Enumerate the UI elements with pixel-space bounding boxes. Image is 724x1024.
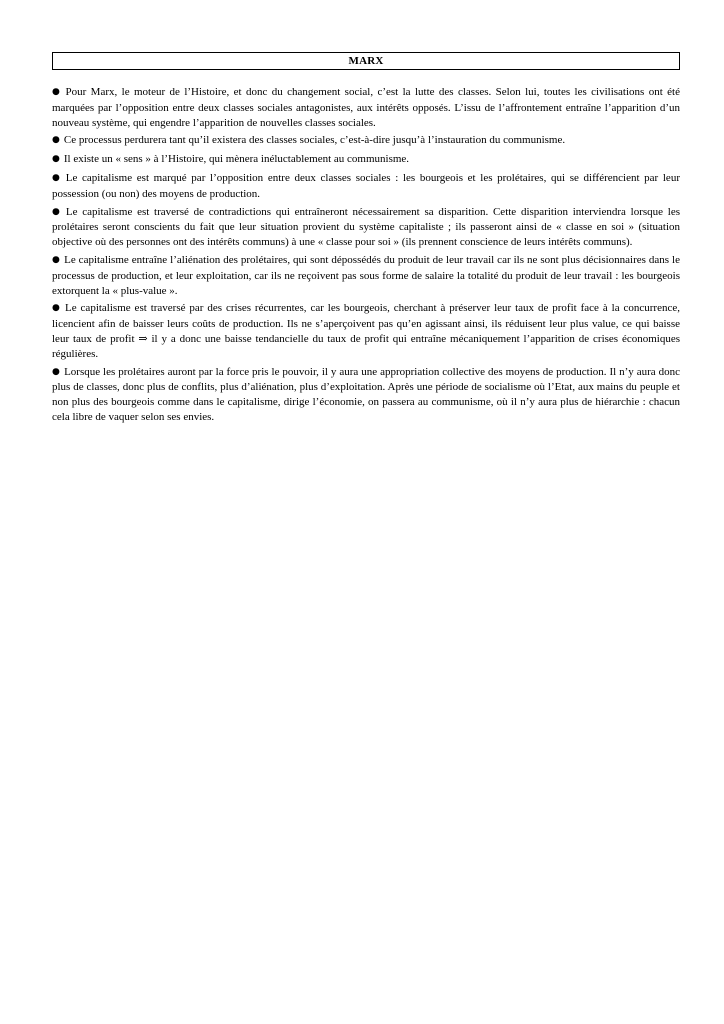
bullet-paragraph bbox=[52, 171, 680, 202]
bullet-text: ● Le capitalisme est marqué par l’opposition entre deux classes sociales : les bourgeois et les prolétaires, qui se différencient par leur possession (ou non) des moyens de production. bbox=[52, 172, 680, 200]
bullet-text: ● Il existe un « sens » à l’Histoire, qui mènera inéluctablement au communisme. bbox=[52, 153, 409, 165]
bullet-paragraph bbox=[52, 133, 680, 149]
bullet-paragraph bbox=[52, 365, 680, 425]
bullet-paragraph bbox=[52, 253, 680, 298]
bullet-paragraph bbox=[52, 301, 680, 361]
bullet-text: ● Lorsque les prolétaires auront par la force pris le pouvoir, il y aura une appropriation collective des moyens de production. Il n’y aura donc plus de classes, donc plus de conflits, plus d’aliénation, plus d’exploitation. Après une période de socialisme où l’Etat, aux mains du peuple et non plus des bourgeois comme dans le capitalisme, dirige l’économie, on passera au communisme, où il n’y aura plus de hiérarchie : chacun cela libre de vaquer selon ses envies. bbox=[52, 366, 680, 423]
bullet-paragraph bbox=[52, 205, 680, 250]
bullet-paragraph bbox=[52, 152, 680, 168]
bullet-text: ● Le capitalisme est traversé par des crises récurrentes, car les bourgeois, cherchant à préserver leur taux de profit face à la concurrence, licencient afin de baisser leurs coûts de production. Ils ne s’aperçoivent pas qu’en agissant ainsi, ils réduisent leur plus value, ce qui baisse leur taux de profit ⇒ il y a donc une baisse tendancielle du taux de profit qui entraîne mécaniquement l’apparition de crises économiques régulières. bbox=[52, 302, 680, 359]
document-body bbox=[52, 85, 680, 425]
bullet-paragraph bbox=[52, 85, 680, 130]
bullet-text: ● Pour Marx, le moteur de l’Histoire, et donc du changement social, c’est la lutte des classes. Selon lui, toutes les civilisations ont été marquées par l’opposition entre deux classes sociales antagonistes, aux intérêts opposés. L’issu de l’affrontement entraîne l’apparition d’un nouveau système, qui engendre l’apparition de nouvelles classes sociales. bbox=[52, 86, 680, 129]
bullet-text: ● Le capitalisme est traversé de contradictions qui entraîneront nécessairement sa disparition. Cette disparition interviendra lorsque les prolétaires seront conscients du fait que leur situation provient du système capitaliste ; ils passeront ainsi de « classe en soi » (situation objective où des personnes ont des intérêts communs) à une « classe pour soi » (ils prennent conscience de leurs intérêts communs). bbox=[52, 206, 680, 249]
bullet-text: ● Le capitalisme entraîne l’aliénation des prolétaires, qui sont dépossédés du produit de leur travail car ils ne sont plus décisionnaires dans le processus de production, et leur exploitation, car ils ne reçoivent pas sous forme de salaire la totalité du produit de leur travail : les bourgeois extorquent la « plus-value ». bbox=[52, 254, 680, 297]
document-title: MARX bbox=[52, 52, 680, 70]
document-page bbox=[52, 52, 680, 428]
bullet-text: ● Ce processus perdurera tant qu’il existera des classes sociales, c’est-à-dire jusqu’à l’instauration du communisme. bbox=[52, 134, 565, 146]
